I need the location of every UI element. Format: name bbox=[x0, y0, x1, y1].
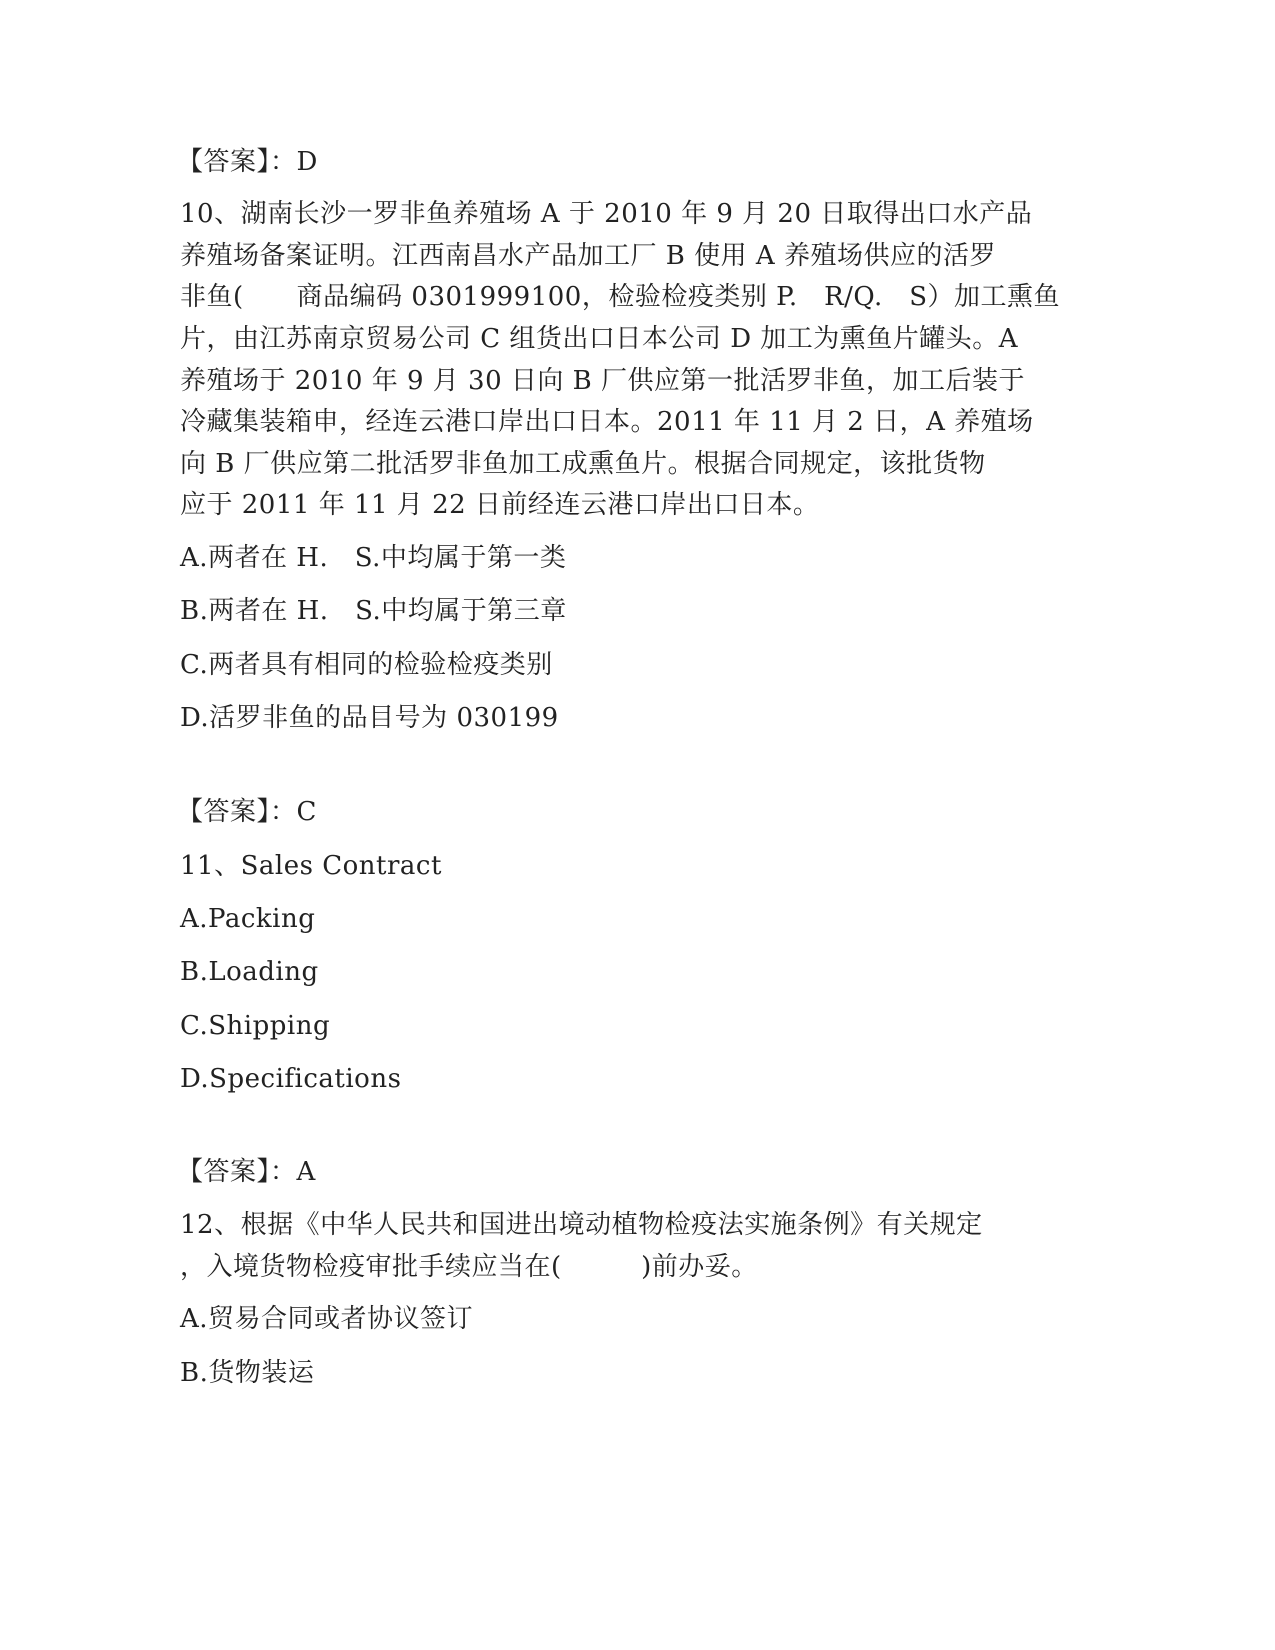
question-10-option-d: D.活罗非鱼的品目号为 030199 bbox=[180, 703, 559, 733]
question-10-option-b: B.两者在 H. S.中均属于第三章 bbox=[180, 596, 567, 626]
question-10-stem-line-3: 非鱼( 商品编码 0301999100，检验检疫类别 P. R/Q. S）加工熏鱼 bbox=[180, 282, 1061, 312]
answer-q9: 【答案】：D bbox=[177, 147, 318, 177]
question-10-stem-line-1: 10、湖南长沙一罗非鱼养殖场 A 于 2010 年 9 月 20 日取得出口水产品 bbox=[180, 199, 1033, 229]
question-10-option-c: C.两者具有相同的检验检疫类别 bbox=[180, 650, 553, 680]
question-11-option-b: B.Loading bbox=[180, 957, 319, 987]
question-12-stem-line-2: ，入境货物检疫审批手续应当在( )前办妥。 bbox=[180, 1252, 758, 1282]
answer-q11: 【答案】：A bbox=[177, 1157, 316, 1187]
answer-q10: 【答案】：C bbox=[177, 797, 317, 827]
question-10-stem-line-5: 养殖场于 2010 年 9 月 30 日向 B 厂供应第一批活罗非鱼，加工后装于 bbox=[180, 366, 1026, 396]
question-12-option-a: A.贸易合同或者协议签订 bbox=[180, 1304, 474, 1334]
question-10-option-a: A.两者在 H. S.中均属于第一类 bbox=[180, 543, 567, 573]
question-11-option-d: D.Specifications bbox=[180, 1064, 402, 1094]
question-10-stem-line-6: 冷藏集装箱申，经连云港口岸出口日本。2011 年 11 月 2 日，A 养殖场 bbox=[180, 407, 1034, 437]
question-10-stem-line-8: 应于 2011 年 11 月 22 日前经连云港口岸出口日本。 bbox=[180, 490, 820, 520]
question-11-option-a: A.Packing bbox=[180, 904, 316, 934]
question-12-option-b: B.货物装运 bbox=[180, 1358, 315, 1388]
question-12-stem-line-1: 12、根据《中华人民共和国进出境动植物检疫法实施条例》有关规定 bbox=[180, 1210, 983, 1240]
question-10-stem-line-7: 向 B 厂供应第二批活罗非鱼加工成熏鱼片。根据合同规定，该批货物 bbox=[180, 449, 986, 479]
question-11-option-c: C.Shipping bbox=[180, 1011, 331, 1041]
question-10-stem-line-2: 养殖场备案证明。江西南昌水产品加工厂 B 使用 A 养殖场供应的活罗 bbox=[180, 241, 996, 271]
question-11-stem: 11、Sales Contract bbox=[180, 851, 442, 881]
question-10-stem-line-4: 片，由江苏南京贸易公司 C 组货出口日本公司 D 加工为熏鱼片罐头。A bbox=[180, 324, 1019, 354]
